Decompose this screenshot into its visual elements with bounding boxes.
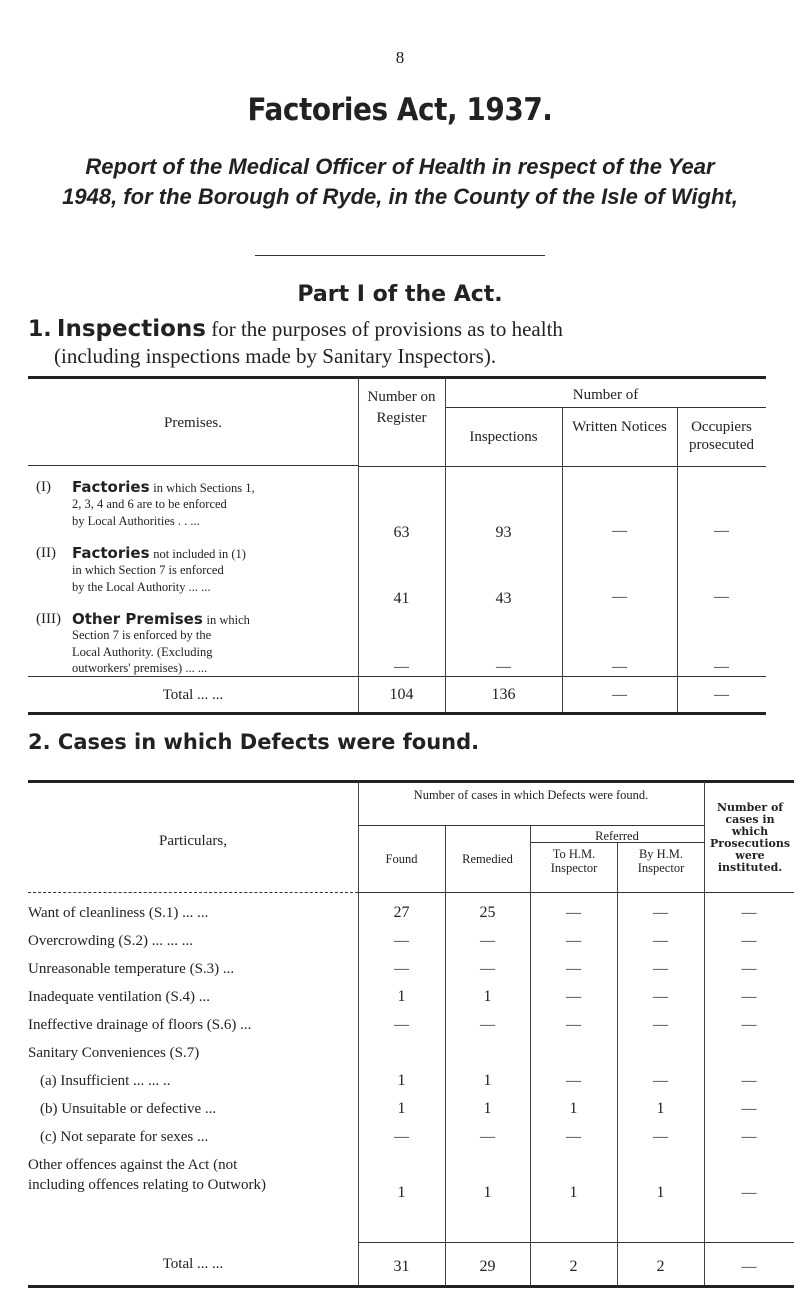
premises-header: Premises.	[164, 415, 222, 431]
row-text: by the Local Authority ... ...	[72, 580, 211, 594]
remedied-value: —	[480, 933, 495, 949]
row-text: Section 7 is enforced by the	[72, 628, 212, 642]
row-text: in which Section 7 is enforced	[72, 563, 224, 577]
register-value: —	[394, 659, 409, 675]
row-heading: Other Premises	[72, 610, 203, 628]
notices-value: —	[612, 523, 627, 539]
inspections-value: 43	[495, 590, 512, 607]
row-text: in which Sections 1,	[153, 481, 255, 495]
found-value: 1	[397, 988, 406, 1005]
row-roman: (II)	[36, 545, 56, 561]
section-1-number: 1.	[28, 317, 52, 342]
prosecutions-value: —	[741, 905, 757, 921]
by-hm-value: —	[653, 1073, 668, 1089]
table-row	[72, 544, 356, 563]
section-1-title: Inspections	[56, 316, 206, 342]
by-hm-header: By H.M. Inspector	[637, 847, 685, 875]
prosecuted-value: —	[714, 659, 729, 675]
to-hm-value: —	[566, 989, 581, 1005]
number-of-header: Number of	[572, 387, 639, 403]
row-roman: (I)	[36, 479, 51, 495]
row-label: Other offences against the Act (not	[28, 1157, 238, 1173]
total-found: 31	[393, 1258, 410, 1275]
total-label: Total ... ...	[162, 687, 224, 703]
total-remedied: 29	[479, 1258, 496, 1275]
row-heading: Factories	[72, 478, 150, 496]
notices-value: —	[612, 589, 627, 605]
table2-col-divider	[530, 826, 531, 1285]
row-label: Unreasonable temperature (S.3) ...	[28, 961, 235, 977]
number-register-header: Number on Register	[367, 389, 436, 426]
row-label: Overcrowding (S.2) ... ... ...	[28, 933, 193, 949]
table1-subheader-rule	[445, 407, 766, 408]
to-hm-value: 1	[569, 1184, 578, 1201]
to-hm-header: To H.M. Inspector	[550, 847, 598, 875]
table2-col-divider	[445, 826, 446, 1285]
to-hm-value: —	[566, 1017, 581, 1033]
number-cases-header: Number of cases in which Defects were found.	[413, 788, 649, 802]
table1-header-rule-left	[28, 465, 358, 466]
row-text: in which	[206, 613, 250, 627]
section-1-text-line2: (including inspections made by Sanitary Inspectors).	[54, 344, 497, 368]
found-value: 1	[397, 1184, 406, 1201]
section-2-heading	[28, 730, 479, 754]
prosecutions-value: —	[741, 961, 757, 977]
title-divider	[255, 255, 545, 256]
remedied-value: 1	[483, 988, 492, 1005]
by-hm-value: —	[653, 905, 668, 921]
section-1-heading	[28, 316, 768, 370]
by-hm-value: 1	[656, 1100, 665, 1117]
row-label: (a) Insufficient ... ... ..	[40, 1073, 171, 1089]
prosecutions-value: —	[741, 1073, 757, 1089]
to-hm-value: —	[566, 1129, 581, 1145]
remedied-value: —	[480, 1129, 495, 1145]
total-register: 104	[389, 686, 414, 703]
found-value: 1	[397, 1100, 406, 1117]
inspections-value: —	[496, 659, 511, 675]
row-text: 2, 3, 4 and 6 are to be enforced	[72, 497, 227, 511]
by-hm-value: —	[653, 1129, 668, 1145]
total-by-hm: 2	[656, 1258, 665, 1275]
prosecutions-value: —	[741, 933, 757, 949]
by-hm-value: —	[653, 933, 668, 949]
prosecutions-header: Number of cases in which Prosecutions were instituted.	[710, 801, 791, 874]
table2-subheader-rule	[358, 825, 704, 826]
table2-header-rule-left	[28, 892, 358, 893]
by-hm-value: 1	[656, 1184, 665, 1201]
remedied-value: 1	[483, 1072, 492, 1089]
remedied-value: —	[480, 961, 495, 977]
table-row	[72, 610, 356, 629]
prosecutions-value: —	[741, 1185, 757, 1201]
table1-total-rule	[28, 676, 766, 677]
row-text: outworkers' premises) ... ...	[72, 661, 208, 675]
found-value: —	[394, 1129, 409, 1145]
remedied-value: 1	[483, 1184, 492, 1201]
total-to-hm: 2	[569, 1258, 578, 1275]
section-2-number: 2.	[28, 730, 51, 754]
prosecuted-value: —	[714, 589, 729, 605]
remedied-value: —	[480, 1017, 495, 1033]
particulars-header: Particulars,	[159, 833, 227, 849]
remedied-header: Remedied	[462, 852, 513, 866]
notices-value: —	[612, 659, 627, 675]
occupiers-prosecuted-header: Occupiers prosecuted	[689, 419, 754, 453]
by-hm-value: —	[653, 961, 668, 977]
row-roman: (III)	[36, 611, 61, 627]
remedied-value: 1	[483, 1100, 492, 1117]
part-title: Part I of the Act.	[297, 282, 503, 307]
table2-total-rule	[358, 1242, 794, 1243]
row-label: Inadequate ventilation (S.4) ...	[28, 989, 211, 1005]
table2-bottom-rule	[28, 1285, 794, 1288]
to-hm-value: —	[566, 905, 581, 921]
total-prosecutions: —	[741, 1259, 757, 1275]
to-hm-value: 1	[569, 1100, 578, 1117]
table1-bottom-rule	[28, 712, 766, 715]
total-prosecuted: —	[714, 687, 729, 703]
found-header: Found	[385, 852, 418, 866]
register-value: 41	[393, 590, 410, 607]
section-1-text-line1: for the purposes of provisions as to health	[211, 317, 563, 341]
row-text: Local Authority. (Excluding	[72, 645, 213, 659]
referred-header: Referred	[595, 829, 639, 843]
found-value: —	[394, 1017, 409, 1033]
total-inspections: 136	[491, 686, 516, 703]
total-label: Total ... ...	[162, 1256, 224, 1272]
prosecutions-value: —	[741, 1017, 757, 1033]
by-hm-value: —	[653, 1017, 668, 1033]
to-hm-value: —	[566, 961, 581, 977]
report-subtitle: Report of the Medical Officer of Health in respect of the Year 1948, for the Borough of Ryde, in the County of the Isle of Wight,	[62, 154, 738, 209]
to-hm-value: —	[566, 933, 581, 949]
table-row	[72, 478, 356, 497]
row-text: by Local Authorities . . ...	[72, 514, 200, 528]
row-label: including offences relating to Outwork)	[28, 1177, 266, 1193]
by-hm-value: —	[653, 989, 668, 1005]
prosecuted-value: —	[714, 523, 729, 539]
prosecutions-value: —	[741, 1129, 757, 1145]
row-label: (c) Not separate for sexes ...	[40, 1129, 209, 1145]
page-title: Factories Act, 1937.	[247, 92, 553, 128]
written-notices-header: Written Notices	[572, 419, 667, 435]
section-2-title: Cases in which Defects were found.	[57, 730, 480, 754]
table2-top-rule	[28, 780, 794, 783]
row-label: Want of cleanliness (S.1) ... ...	[28, 905, 209, 921]
prosecutions-value: —	[741, 989, 757, 1005]
found-value: —	[394, 961, 409, 977]
row-label: Sanitary Conveniences (S.7)	[28, 1045, 200, 1061]
remedied-value: 25	[479, 904, 496, 921]
page-number: 8	[395, 48, 405, 67]
found-value: 1	[397, 1072, 406, 1089]
table2-header-rule-right	[358, 892, 794, 893]
inspections-value: 93	[495, 524, 512, 541]
row-label: Ineffective drainage of floors (S.6) ...	[28, 1017, 252, 1033]
row-label: (b) Unsuitable or defective ...	[40, 1101, 217, 1117]
found-value: —	[394, 933, 409, 949]
found-value: 27	[393, 904, 410, 921]
inspections-header: Inspections	[469, 429, 538, 445]
row-heading: Factories	[72, 544, 150, 562]
to-hm-value: —	[566, 1073, 581, 1089]
prosecutions-value: —	[741, 1101, 757, 1117]
table1-top-rule	[28, 376, 766, 379]
total-notices: —	[612, 687, 627, 703]
row-text: not included in (1)	[153, 547, 246, 561]
register-value: 63	[393, 524, 410, 541]
